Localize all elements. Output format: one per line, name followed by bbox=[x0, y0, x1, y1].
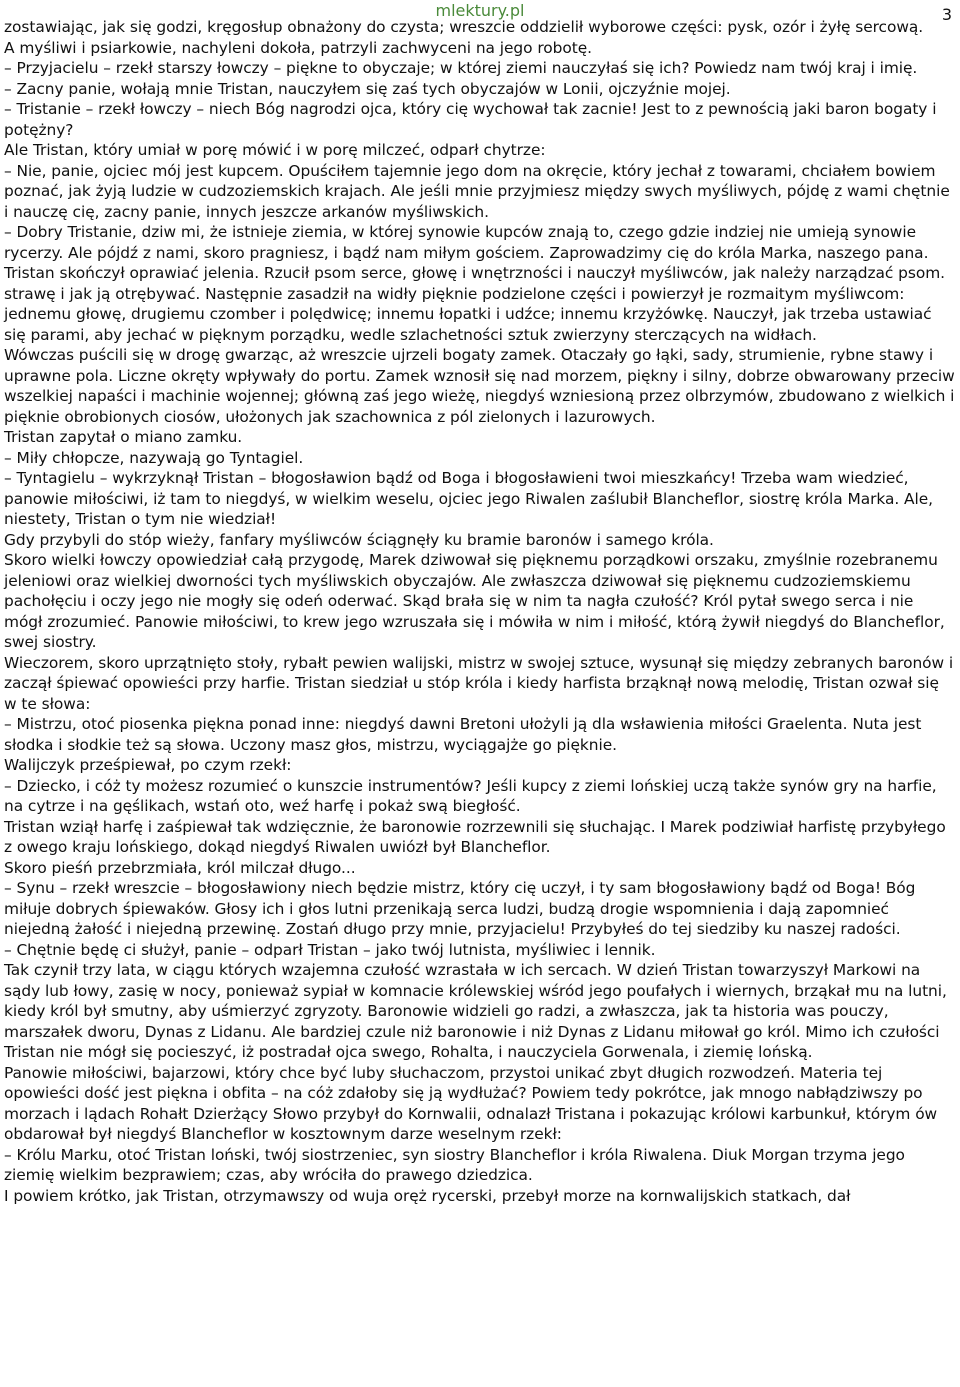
paragraph: Gdy przybyli do stóp wieży, fanfary myśliwców ściągnęły ku bramie baronów i samego króla. bbox=[4, 530, 714, 549]
paragraph: – Dobry Tristanie, dziw mi, że istnieje ziemia, w której synowie kupców znają to, czego gdzie indziej nie umieją synowie rycerzy. Ale pójdź z nami, skoro pragniesz, i bądź nam miłym gościem. Zaprowadzimy cię do króla Marka, naszego pana. bbox=[4, 223, 929, 262]
paragraph: – Mistrzu, otoć piosenka piękna ponad inne: niegdyś dawni Bretoni ułożyli ją dla wsławienia miłości Graelenta. Nuta jest słodka i słodkie też są słowa. Uczony masz głos, mistrzu, wyciągajże go pięknie. bbox=[4, 715, 922, 754]
paragraph: Tristan skończył oprawiać jelenia. Rzucił psom serce, głowę i wnętrzności i nauczył myśliwców, jak należy narządzać psom. strawę i jak ją otrębywać. Następnie zasadził na widły pięknie podzielone części i powierzył je rozmaitym myśliwcom: jednemu głowę, drugiemu czomber i polędwicę; innemu łopatki i udźce; innemu krzyżówkę. Nauczył, jak trzeba ustawiać się parami, aby jechać w pięknym porządku, wedle szlachetności sztuk zwierzyny sterczących na widłach. bbox=[4, 264, 945, 344]
paragraph: – Dziecko, i cóż ty możesz rozumieć o kunszcie instrumentów? Jeśli kupcy z ziemi lońskiej uczą także synów gry na harfie, na cytrze i na gęślikach, wstań oto, weź harfę i pokaż swą biegłość. bbox=[4, 776, 937, 815]
paragraph: – Królu Marku, otoć Tristan loński, twój siostrzeniec, syn siostry Blancheflor i króla Riwalena. Diuk Morgan trzyma jego ziemię wielkim bezprawiem; czas, aby wróciła do prawego dziedzica. bbox=[4, 1145, 905, 1184]
paragraph: Wówczas puścili się w drogę gwarząc, aż wreszcie ujrzeli bogaty zamek. Otaczały go łąki, sady, strumienie, rybne stawy i uprawne pola. Liczne okręty wpływały do portu. Zamek wznosił się nad morzem, piękny i silny, dobrze obwarowany przeciw wszelkiej napaści i machinie wojennej; główną zaś jego wieżę, niegdyś wzniesioną przez olbrzymów, zbudowano z wielkich i pięknie obrobionych ciosów, ułożonych jak szachownica z pól zielonych i lazurowych. bbox=[4, 346, 955, 426]
paragraph: A myśliwi i psiarkowie, nachyleni dokoła, patrzyli zachwyceni na jego robotę. bbox=[4, 38, 592, 57]
paragraph: Skoro pieśń przebrzmiała, król milczał długo... bbox=[4, 858, 356, 877]
paragraph: Tristan zapytał o miano zamku. bbox=[4, 428, 243, 446]
paragraph: – Tristanie – rzekł łowczy – niech Bóg nagrodzi ojca, który cię wychował tak zacnie! Jest to z pewnością jaki baron bogaty i potężny? bbox=[4, 100, 937, 139]
paragraph: Ale Tristan, który umiał w porę mówić i w porę milczeć, odparł chytrze: bbox=[4, 141, 546, 159]
page-number: 3 bbox=[941, 5, 952, 24]
paragraph: – Synu – rzekł wreszcie – błogosławiony niech będzie mistrz, który cię uczył, i ty sam błogosławiony bądź od Boga! Bóg miłuje dobrych śpiewaków. Głosy ich i głos lutni przenikają serca ludzi, budzą drogie wspomnienia i dają zapomnieć niejedną żałość i niejedną przewinę. Zostań długo przy mnie, przyjacielu! Przybyłeś do tej siedziby ku naszej radości. bbox=[4, 879, 916, 938]
paragraph: Panowie miłościwi, bajarzowi, który chce być luby słuchaczom, przystoi unikać zbyt długich rozwodzeń. Materia tej opowieści dość jest piękna i obfita – na cóż zdałoby się ją wydłużać? Powiem tedy pokrótce, jak mnogo nabłądziwszy po morzach i lądach Rohałt Dzierżący Słowo przybył do Kornwalii, odnalazł Tristana i pokazując królowi karbunkuł, którym ów obdarował był niegdyś Blancheflor w kosztownym darze weselnym rzekł: bbox=[4, 1063, 938, 1143]
paragraph: – Miły chłopcze, nazywają go Tyntagiel. bbox=[4, 448, 304, 467]
site-header[interactable]: mlektury.pl bbox=[435, 1, 525, 20]
paragraph: – Przyjacielu – rzekł starszy łowczy – piękne to obyczaje; w której ziemi nauczyłaś się ich? Powiedz nam twój kraj i imię. bbox=[4, 59, 918, 77]
paragraph: – Nie, panie, ojciec mój jest kupcem. Opuściłem tajemnie jego dom na okręcie, który jechał z towarami, chciałem bowiem poznać, jak żyją ludzie w cudzoziemskich krajach. Ale jeśli mnie przyjmiesz między swych myśliwych, pójdę z wami chętnie i nauczę cię, zacny panie, innych jeszcze arkanów myśliwskich. bbox=[4, 161, 950, 221]
paragraph: – Tyntagielu – wykrzyknął Tristan – błogosławion bądź od Boga i błogosławieni twoi mieszkańcy! Trzeba wam wiedzieć, panowie miłościwi, iż tam to niegdyś, w wielkim weselu, ojciec jego Riwalen zaślubił Blancheflor, siostrę króla Marka. Ale, niestety, Tristan o tym nie wiedział! bbox=[4, 469, 934, 528]
paragraph: – Chętnie będę ci służył, panie – odparł Tristan – jako twój lutnista, myśliwiec i lennik. bbox=[4, 940, 656, 959]
paragraph: – Zacny panie, wołają mnie Tristan, nauczyłem się zaś tych obyczajów w Lonii, ojczyźnie mojej. bbox=[4, 79, 731, 98]
paragraph: Tristan wziął harfę i zaśpiewał tak wdzięcznie, że baronowie rozrzewnili się słuchając. I Marek podziwiał harfistę przybyłego z owego kraju lońskiego, dokąd niegdyś Riwalen uwiózł był Blancheflor. bbox=[4, 817, 946, 856]
paragraph: Wieczorem, skoro uprzątnięto stoły, rybałt pewien walijski, mistrz w swojej sztuce, wysunął się między zebranych baronów i zaczął śpiewać opowieści przy harfie. Tristan siedział u stóp króla i kiedy harfista brząknął nową melodię, Tristan ozwał się w te słowa: bbox=[4, 653, 954, 713]
paragraph: Walijczyk prześpiewał, po czym rzekł: bbox=[4, 756, 292, 774]
paragraph: zostawiając, jak się godzi, kręgosłup obnażony do czysta; wreszcie oddzielił wyborowe części: pysk, ozór i żyłę sercową. bbox=[4, 18, 924, 36]
paragraph: Skoro wielki łowczy opowiedział całą przygodę, Marek dziwował się pięknemu porządkowi orszaku, zmyślnie rozebranemu jeleniowi oraz wielkiej dworności tych myśliwskich obyczajów. Ale zwłaszcza dziwował się pięknemu cudzoziemskiemu pachołęciu i oczy jego nie mogły się odeń oderwać. Skąd brała się w nim ta nagła czułość? Król pytał swego serca i nie mógł zrozumieć. Panowie miłościwi, to krew jego wzruszała się i mówiła w nim i miłość, którą żywił niegdyś do Blancheflor, swej siostry. bbox=[4, 551, 945, 651]
document-body bbox=[4, 17, 956, 1206]
paragraph: Tak czynił trzy lata, w ciągu których wzajemna czułość wzrastała w ich sercach. W dzień Tristan towarzyszył Markowi na sądy lub łowy, zasię w nocy, ponieważ sypiał w komnacie królewskiej wśród jego poufałych i wiernych, brząkał mu na lutni, kiedy król był smutny, aby uśmierzyć zgryzoty. Baronowie widzieli go radzi, a zwłaszcza, jak ta historia was pouczy, marszałek dworu, Dynas z Lidanu. Ale bardziej czule niż baronowie i niż Dynas z Lidanu miłował go król. Mimo ich czułości Tristan nie mógł się pocieszyć, iż postradał ojca swego, Rohalta, i nauczyciela Gorwenala, i ziemię lońską. bbox=[4, 961, 947, 1061]
paragraph: I powiem krótko, jak Tristan, otrzymawszy od wuja oręż rycerski, przebył morze na kornwalijskich statkach, dał bbox=[4, 1186, 851, 1205]
